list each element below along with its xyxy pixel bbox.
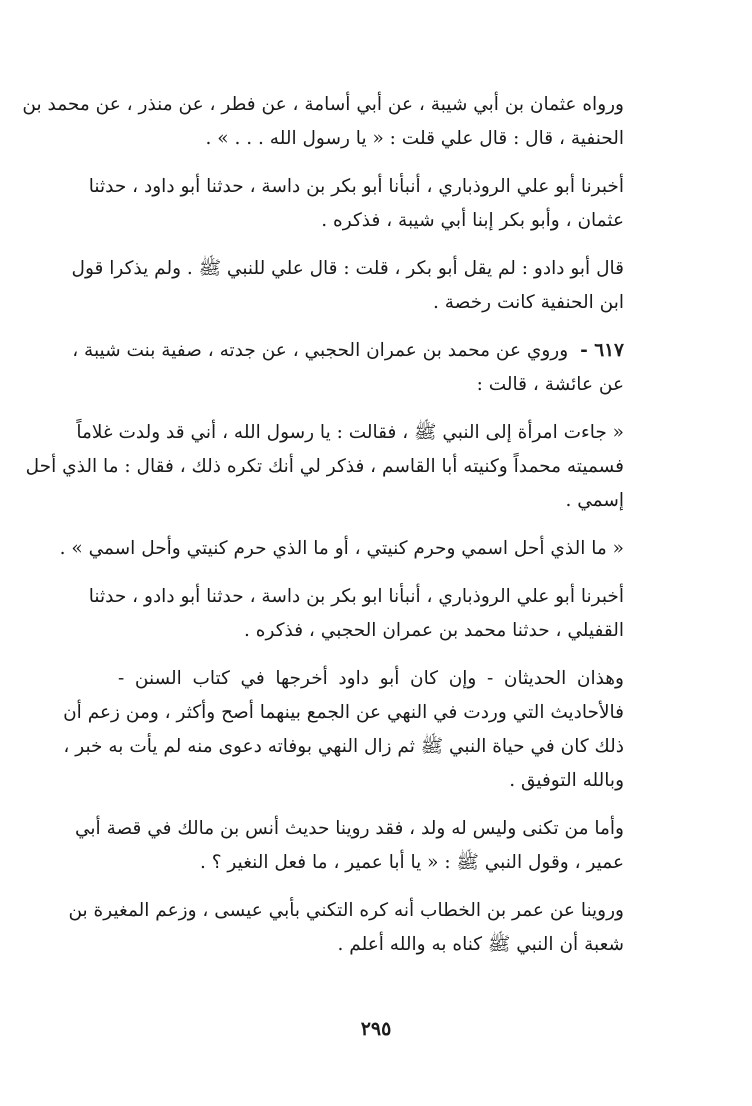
text-line: ورواه عثمان بن أبي شيبة ، عن أبي أسامة ، عن فطر ، عن منذر ، عن محمد بن <box>22 94 624 115</box>
hadith-text: وروي عن محمد بن عمران الحجبي ، عن جدته ، صفية بنت شيبة ، <box>72 340 569 361</box>
text-line: أخبرنا أبو علي الروذباري ، أنبأنا أبو بكر بن داسة ، حدثنا أبو داود ، حدثنا <box>88 176 624 197</box>
text-line: عمير ، وقول النبي ﷺ : « يا أبا عمير ، ما فعل النغير ؟ . <box>199 852 624 873</box>
paragraph-8 <box>63 662 624 798</box>
text-line: عن عائشة ، قالت : <box>476 374 624 395</box>
text-line: « جاءت امرأة إلى النبي ﷺ ، فقالت : يا رسول الله ، أني قد ولدت غلاماً <box>76 422 624 443</box>
text-line <box>72 334 624 368</box>
page-body <box>22 88 624 976</box>
hadith-617 <box>72 334 624 402</box>
paragraph-5 <box>25 416 624 518</box>
paragraph-2 <box>88 170 624 238</box>
text-line: أخبرنا أبو علي الروذباري ، أنبأنا ابو بكر بن داسة ، حدثنا أبو دادو ، حدثنا <box>88 586 624 607</box>
text-line: ذلك كان في حياة النبي ﷺ ثم زال النهي بوفاته دعوى منه لم يأت به خبر ، <box>63 736 624 757</box>
text-line: ابن الحنفية كانت رخصة . <box>432 292 624 313</box>
paragraph-10 <box>68 894 624 962</box>
text-line: القفيلي ، حدثنا محمد بن عمران الحجبي ، فذكره . <box>244 620 624 641</box>
paragraph-9 <box>74 812 624 880</box>
text-line: عثمان ، وأبو بكر إبنا أبي شيبة ، فذكره . <box>321 210 624 231</box>
paragraph-6 <box>59 532 624 566</box>
text-line: قال أبو دادو : لم يقل أبو بكر ، قلت : قال علي للنبي ﷺ . ولم يذكرا قول <box>71 258 624 279</box>
text-line: إسمي . <box>565 490 624 511</box>
text-line: وأما من تكنى وليس له ولد ، فقد روينا حديث أنس بن مالك في قصة أبي <box>74 818 624 839</box>
text-line: وبالله التوفيق . <box>509 770 624 791</box>
text-line: فسميته محمداً وكنيته أبا القاسم ، فذكر لي أنك تكره ذلك ، فقال : ما الذي أحل <box>25 456 624 477</box>
text-line: شعبة أن النبي ﷺ كناه به والله أعلم . <box>337 934 624 955</box>
hadith-number: ٦١٧ - <box>580 340 624 361</box>
text-line: وهذان الحديثان - وإن كان أبو داود أخرجها في كتاب السنن - <box>118 668 624 689</box>
paragraph-1 <box>22 88 624 156</box>
text-line: الحنفية ، قال : قال علي قلت : « يا رسول الله . . . » . <box>205 128 624 149</box>
text-line: فالأحاديث التي وردت في النهي عن الجمع بينهما أصح وأكثر ، ومن زعم أن <box>63 702 624 723</box>
text-line: وروينا عن عمر بن الخطاب أنه كره التكني بأبي عيسى ، وزعم المغيرة بن <box>68 900 624 921</box>
page-number: ٢٩٥ <box>360 1018 392 1040</box>
text-line: « ما الذي أحل اسمي وحرم كنيتي ، أو ما الذي حرم كنيتي وأحل اسمي » . <box>59 538 624 559</box>
paragraph-7 <box>88 580 624 648</box>
paragraph-3 <box>71 252 624 320</box>
